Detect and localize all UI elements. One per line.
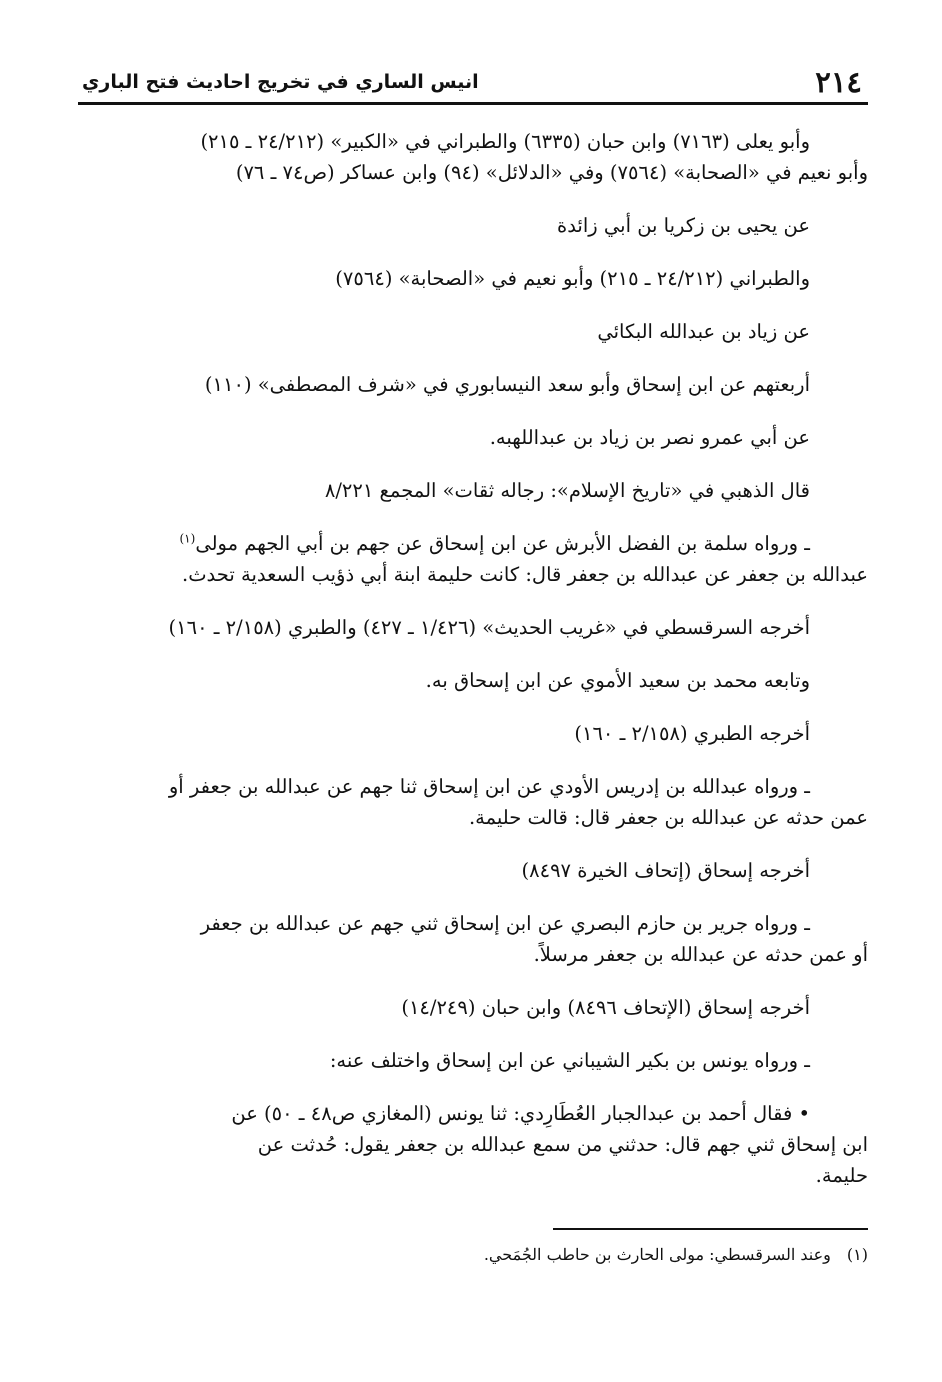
paragraph-13 (78, 855, 868, 886)
running-title: انيس الساري في تخريج احاديث فتح الباري (82, 71, 479, 93)
text-line: عن يحيى بن زكريا بن أبي زائدة (556, 214, 810, 237)
paragraph-11 (78, 718, 868, 749)
text-line: حليمة. (815, 1164, 868, 1187)
text-line: ـ ورواه يونس بن بكير الشيباني عن ابن إسحاق واختلف عنه: (329, 1049, 810, 1072)
paragraph-14 (78, 908, 868, 970)
text-line: ـ ورواه سلمة بن الفضل الأبرش عن ابن إسحاق عن جهم بن أبي الجهم مولى (195, 532, 810, 555)
footnote (78, 1242, 868, 1268)
text-line: أو عمن حدثه عن عبدالله بن جعفر مرسلاً. (533, 943, 868, 966)
paragraph-1 (78, 126, 868, 188)
paragraph-8 (78, 528, 868, 590)
text-line: عن زياد بن عبدالله البكائي (597, 320, 810, 343)
text-line: ـ ورواه عبدالله بن إدريس الأودي عن ابن إسحاق ثنا جهم عن عبدالله بن جعفر أو (168, 775, 810, 798)
text-line: ـ ورواه جرير بن حازم البصري عن ابن إسحاق ثني جهم عن عبدالله بن جعفر (200, 912, 810, 935)
page-header (78, 58, 868, 105)
text-line: عبدالله بن جعفر عن عبدالله بن جعفر قال: كانت حليمة ابنة أبي ذؤيب السعدية تحدث. (182, 563, 868, 586)
paragraph-16 (78, 1045, 868, 1076)
text-line: قال الذهبي في «تاريخ الإسلام»: رجاله ثقات» المجمع ٨/٢٢١ (324, 479, 810, 502)
text-line: أخرجه السرقسطي في «غريب الحديث» (١/٤٢٦ ـ ٤٢٧) والطبري (٢/١٥٨ ـ ١٦٠) (168, 616, 810, 639)
text-line: • فقال أحمد بن عبدالجبار العُطَارِدي: ثنا يونس (المغازي ص٤٨ ـ ٥٠) عن (231, 1102, 810, 1125)
footnote-divider (553, 1228, 868, 1230)
text-line: أخرجه إسحاق (الإتحاف ٨٤٩٦) وابن حبان (١٤/٢٤٩) (401, 996, 810, 1019)
paragraph-2 (78, 210, 868, 241)
footnote-ref: (١) (179, 531, 196, 546)
text-line: أخرجه الطبري (٢/١٥٨ ـ ١٦٠) (574, 722, 810, 745)
body-text (78, 126, 868, 1213)
paragraph-5 (78, 369, 868, 400)
text-line: والطبراني (٢٤/٢١٢ ـ ٢١٥) وأبو نعيم في «الصحابة» (٧٥٦٤) (335, 267, 810, 290)
text-line: أربعتهم عن ابن إسحاق وأبو سعد النيسابوري في «شرف المصطفى» (١١٠) (204, 373, 810, 396)
text-line: أخرجه إسحاق (إتحاف الخيرة ٨٤٩٧) (521, 859, 810, 882)
paragraph-9 (78, 612, 868, 643)
paragraph-12 (78, 771, 868, 833)
page-number: ٢١٤ (815, 65, 862, 99)
page (78, 58, 868, 1348)
footnote-text: وعند السرقسطي: مولى الحارث بن حاطب الجُمَحي. (483, 1245, 831, 1264)
paragraph-15 (78, 992, 868, 1023)
text-line: وأبو يعلى (٧١٦٣) وابن حبان (٦٣٣٥) والطبراني في «الكبير» (٢٤/٢١٢ ـ ٢١٥) (200, 130, 810, 153)
paragraph-17 (78, 1098, 868, 1191)
paragraph-4 (78, 316, 868, 347)
paragraph-3 (78, 263, 868, 294)
text-line: ابن إسحاق ثني جهم قال: حدثني من سمع عبدالله بن جعفر يقول: حُدثت عن (257, 1133, 868, 1156)
footnote-number: (١) (846, 1245, 868, 1264)
text-line: وأبو نعيم في «الصحابة» (٧٥٦٤) وفي «الدلائل» (٩٤) وابن عساكر (ص٧٤ ـ ٧٦) (235, 161, 868, 184)
paragraph-10 (78, 665, 868, 696)
text-line: عمن حدثه عن عبدالله بن جعفر قال: قالت حليمة. (468, 806, 868, 829)
text-line: عن أبي عمرو نصر بن زياد بن عبداللهبه. (489, 426, 810, 449)
paragraph-6 (78, 422, 868, 453)
text-line: وتابعه محمد بن سعيد الأموي عن ابن إسحاق به. (425, 669, 810, 692)
paragraph-7 (78, 475, 868, 506)
